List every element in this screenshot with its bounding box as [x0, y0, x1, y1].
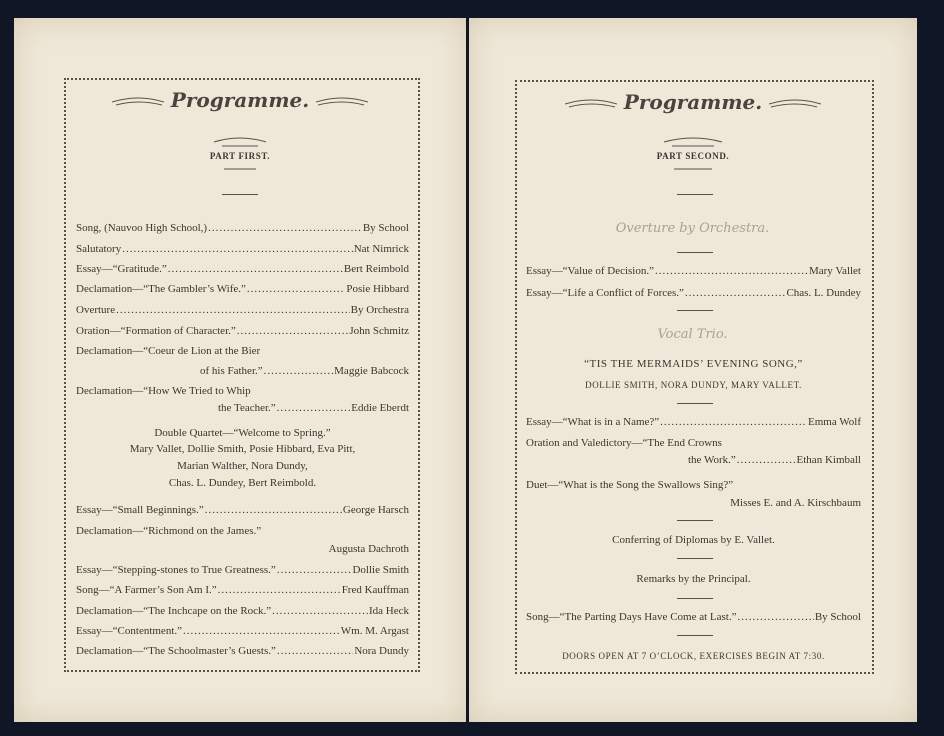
left-row-1 — [76, 242, 409, 256]
row-value: Chas. L. Dundey — [786, 287, 861, 299]
row-label: Essay—“Life a Conflict of Forces.” — [526, 287, 684, 299]
right-name-row — [526, 415, 861, 429]
row-label: Declamation—“The Inchcape on the Rock.” — [76, 605, 272, 617]
dot-leader — [122, 242, 352, 256]
dot-leader — [655, 264, 808, 278]
left-row-3 — [76, 282, 409, 296]
dot-leader — [277, 644, 353, 658]
dot-leader — [277, 401, 351, 415]
row-label: the Work.” — [688, 454, 736, 466]
left-title — [14, 88, 466, 112]
left-whip-line1: Declamation—“How We Tried to Whip — [76, 385, 251, 397]
row-value: Eddie Eberdt — [351, 402, 409, 414]
right-oration-line2 — [688, 453, 861, 467]
left-title-text: Programme. — [170, 88, 310, 112]
row-label: Declamation—“The Schoolmaster’s Guests.” — [76, 645, 276, 657]
row-value: John Schmitz — [349, 325, 409, 337]
row-value: Wm. M. Argast — [340, 625, 409, 637]
row-label: Salutatory — [76, 243, 122, 255]
left-richmond-value: Augusta Dachroth — [328, 543, 409, 555]
row-label: Song—“A Farmer’s Son Am I.” — [76, 584, 217, 596]
right-singers: DOLLIE SMITH, NORA DUNDY, MARY VALLET. — [585, 380, 802, 390]
row-label: Essay—“Stepping-stones to True Greatness.” — [76, 564, 276, 576]
right-parting-row — [526, 610, 861, 624]
right-doors: DOORS OPEN AT 7 O’CLOCK, EXERCISES BEGIN AT 7:30. — [562, 651, 825, 661]
left-page — [14, 18, 466, 722]
left-quartet-line2: Mary Vallet, Dollie Smith, Posie Hibbard, Eva Pitt, — [129, 443, 356, 455]
left-row2-2 — [76, 604, 409, 618]
dot-leader — [168, 262, 343, 276]
row-value: George Harsch — [342, 504, 409, 516]
left-row2-1 — [76, 583, 409, 597]
row-value: Bert Reimbold — [343, 263, 409, 275]
row-value: Maggie Babcock — [334, 365, 409, 377]
right-rule-5 — [677, 520, 713, 521]
right-title-text: Programme. — [623, 90, 763, 114]
row-label: Song, (Nauvoo High School,) — [76, 222, 208, 234]
row-label: Essay—“Value of Decision.” — [526, 265, 654, 277]
right-part-text: PART SECOND. — [656, 151, 730, 161]
dot-leader — [218, 583, 341, 597]
swash-right-icon — [769, 98, 821, 110]
row-value: By Orchestra — [350, 304, 409, 316]
dot-leader — [277, 563, 352, 577]
row-value: Fred Kauffman — [341, 584, 409, 596]
right-vocal-handwritten: Vocal Trio. — [657, 327, 728, 342]
row-value: By School — [362, 222, 409, 234]
left-small-row — [76, 503, 409, 517]
row-value: Ethan Kimball — [796, 454, 861, 466]
row-label: Essay—“Gratitude.” — [76, 263, 167, 275]
swash-right-icon — [316, 96, 368, 108]
right-remarks: Remarks by the Principal. — [636, 573, 751, 585]
right-song-title: “TIS THE MERMAIDS’ EVENING SONG,” — [584, 358, 803, 370]
right-rule-1 — [677, 194, 713, 195]
left-coeur-line2 — [200, 364, 409, 378]
left-part-heading — [14, 136, 466, 172]
right-rule-6 — [677, 558, 713, 559]
dot-leader — [264, 364, 334, 378]
left-row-2 — [76, 262, 409, 276]
dot-leader — [247, 282, 345, 296]
dot-leader — [660, 415, 807, 429]
row-label: Declamation—“The Gambler’s Wife.” — [76, 283, 246, 295]
left-row2-3 — [76, 624, 409, 638]
right-oration-line1: Oration and Valedictory—“The End Crowns — [526, 437, 722, 449]
left-coeur-line1: Declamation—“Coeur de Lion at the Bier — [76, 345, 261, 357]
row-value: Ida Heck — [368, 605, 409, 617]
row-value: Posie Hibbard — [346, 283, 409, 295]
right-page — [469, 18, 917, 722]
row-value: Emma Wolf — [808, 416, 861, 428]
right-part-heading — [469, 136, 917, 172]
dot-leader — [272, 604, 368, 618]
left-richmond-line1: Declamation—“Richmond on the James.” — [76, 525, 262, 537]
dot-leader — [183, 624, 340, 638]
right-rule-2 — [677, 252, 713, 253]
left-part-text: PART FIRST. — [209, 151, 271, 161]
right-row-0 — [526, 264, 861, 278]
left-row-0 — [76, 221, 409, 235]
left-quartet-line3: Marian Walther, Nora Dundy, — [177, 460, 308, 472]
row-label: Essay—“Small Beginnings.” — [76, 504, 204, 516]
row-value: Mary Vallet — [808, 265, 861, 277]
dot-leader — [737, 453, 796, 467]
row-value: By School — [814, 611, 861, 623]
right-title — [469, 90, 917, 114]
right-duet-line2: Misses E. and A. Kirschbaum — [730, 497, 861, 509]
right-rule-7 — [677, 598, 713, 599]
dot-leader — [237, 324, 349, 338]
left-row2-0 — [76, 563, 409, 577]
row-label: Overture — [76, 304, 116, 316]
right-row-1 — [526, 286, 861, 300]
row-value: Nat Nimrick — [353, 243, 409, 255]
left-row-4 — [76, 303, 409, 317]
row-label: the Teacher.” — [218, 402, 276, 414]
right-rule-4 — [677, 403, 713, 404]
row-label: Song—“The Parting Days Have Come at Last.” — [526, 611, 737, 623]
row-label: Oration—“Formation of Character.” — [76, 325, 236, 337]
left-rule-1 — [222, 194, 258, 195]
row-label: of his Father.” — [200, 365, 263, 377]
dot-leader — [737, 610, 813, 624]
row-value: Nora Dundy — [354, 645, 409, 657]
dot-leader — [685, 286, 786, 300]
right-rule-8 — [677, 635, 713, 636]
row-value: Dollie Smith — [352, 564, 409, 576]
dot-leader — [116, 303, 350, 317]
right-duet-line1: Duet—“What is the Song the Swallows Sing?” — [526, 479, 734, 491]
left-row-5 — [76, 324, 409, 338]
left-quartet-line4: Chas. L. Dundey, Bert Reimbold. — [168, 477, 317, 489]
dot-leader — [208, 221, 362, 235]
swash-left-icon — [112, 96, 164, 108]
right-overture-handwritten: Overture by Orchestra. — [615, 221, 770, 236]
left-quartet-line1: Double Quartet—“Welcome to Spring.” — [154, 427, 331, 439]
swash-left-icon — [565, 98, 617, 110]
row-label: Essay—“Contentment.” — [76, 625, 183, 637]
right-rule-3 — [677, 310, 713, 311]
left-whip-line2 — [218, 401, 409, 415]
row-label: Essay—“What is in a Name?” — [526, 416, 660, 428]
right-diplomas: Conferring of Diplomas by E. Vallet. — [612, 534, 775, 546]
dot-leader — [205, 503, 342, 517]
left-row2-4 — [76, 644, 409, 658]
